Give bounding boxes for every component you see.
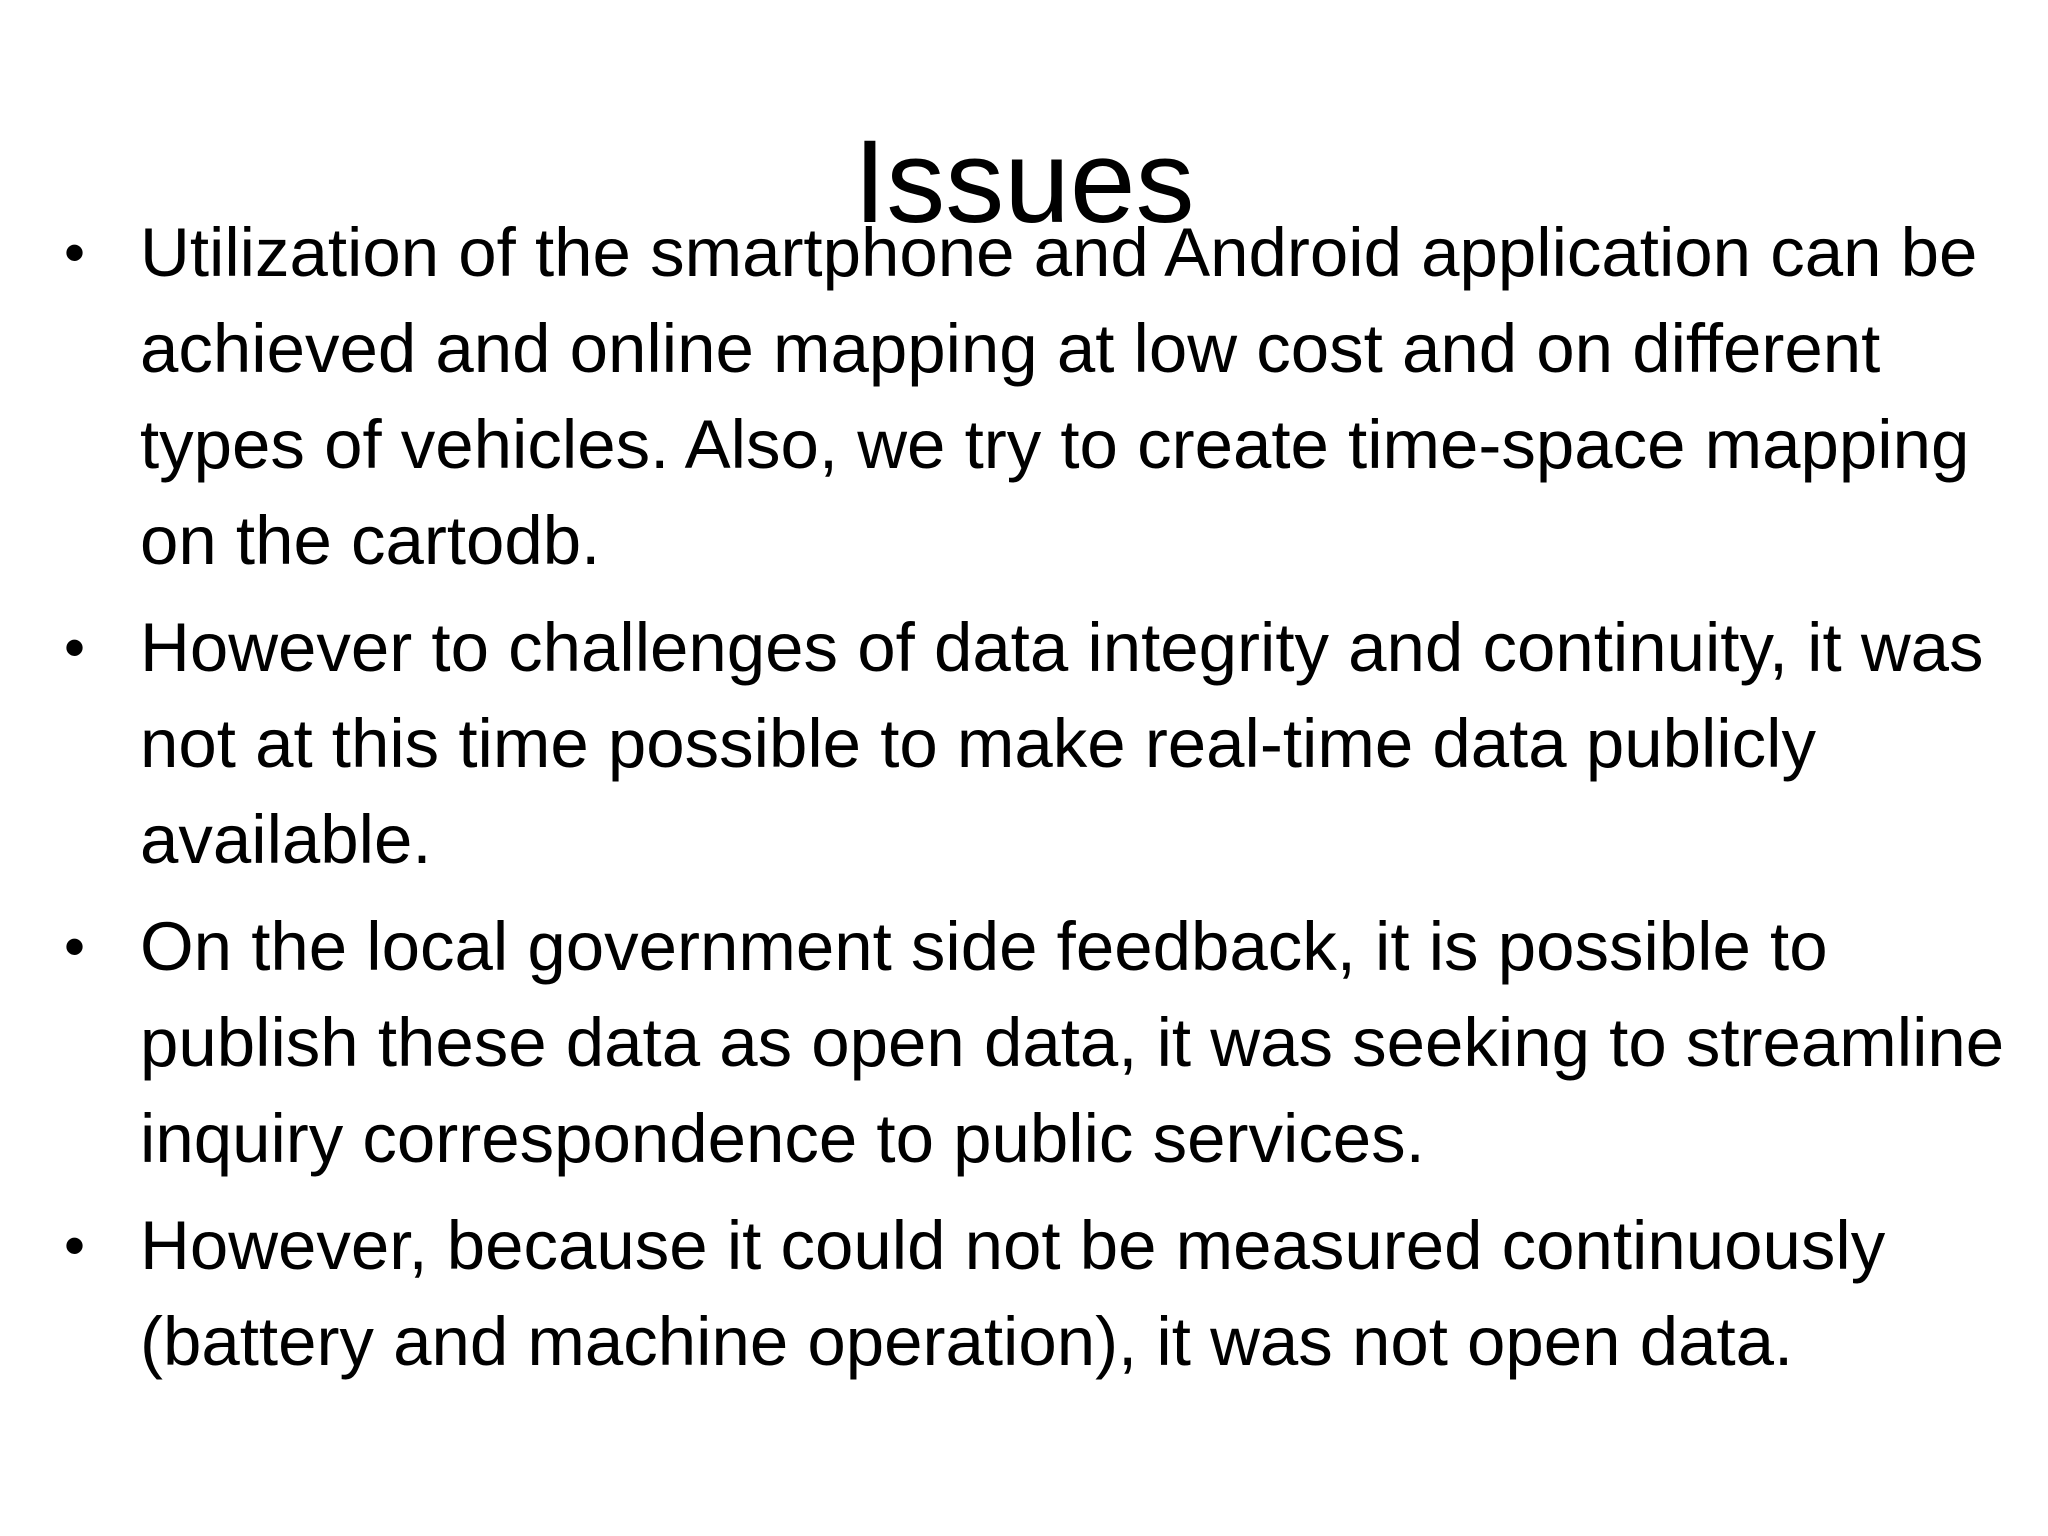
bullet-marker: • — [64, 913, 86, 980]
bullet-text: On the local government side feedback, it is possible to publish these data as open data, it was seeking to streamline inquiry correspondence to public services. — [140, 908, 2005, 1177]
bullet-list — [0, 205, 2048, 1401]
slide-title: Issues — [853, 116, 1195, 249]
bullet-marker: • — [64, 219, 86, 286]
bullet-marker: • — [64, 1212, 86, 1279]
bullet-text: However to challenges of data integrity and continuity, it was not at this time possible to make real-time data publicly available. — [140, 609, 1984, 878]
bullet-item — [0, 899, 2020, 1187]
bullet-item — [0, 1198, 2020, 1390]
bullet-item — [0, 600, 2020, 888]
bullet-marker: • — [64, 614, 86, 681]
bullet-item — [0, 205, 2020, 589]
bullet-text: Utilization of the smartphone and Android application can be achieved and online mapping at low cost and on different types of vehicles. Also, we try to create time-space mapping on the cartodb. — [140, 214, 1978, 579]
bullet-text: However, because it could not be measured continuously (battery and machine operation), it was not open data. — [140, 1207, 1886, 1380]
